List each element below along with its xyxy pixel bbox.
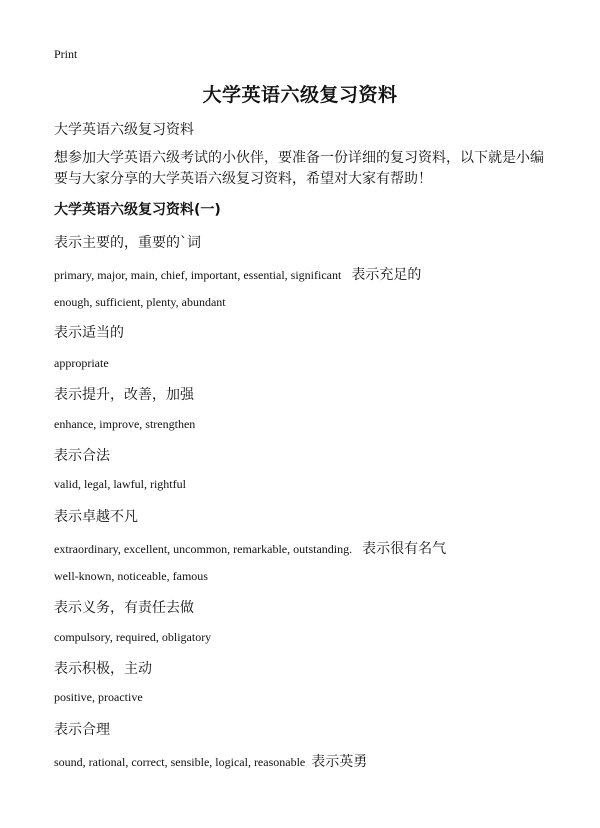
vocab-words: enhance, improve, strengthen [54, 417, 196, 431]
print-label[interactable]: Print [54, 47, 78, 61]
vocab-words: valid, legal, lawful, rightful [54, 477, 186, 491]
vocab-words: well-known, noticeable, famous [54, 569, 208, 583]
vocab-category: 表示提升，改善，加强 [54, 387, 194, 403]
vocab-category: 表示卓越不凡 [54, 509, 138, 525]
vocab-category: 表示主要的，重要的`词 [54, 235, 201, 251]
vocab-words [54, 751, 367, 771]
vocab-words: compulsory, required, obligatory [54, 630, 212, 644]
vocab-words-text: primary, major, main, chief, important, essential, significant [54, 268, 342, 282]
vocab-category: 表示义务，有责任去做 [54, 600, 194, 616]
vocab-words [54, 538, 446, 558]
vocab-words: positive, proactive [54, 690, 143, 704]
document-subtitle: 大学英语六级复习资料 [54, 122, 194, 138]
vocab-category-inline: 表示英勇 [311, 754, 368, 770]
vocab-category: 表示合法 [54, 448, 110, 464]
vocab-words: appropriate [54, 356, 109, 370]
vocab-category: 表示合理 [54, 722, 110, 738]
section-heading: 大学英语六级复习资料(一) [54, 202, 221, 218]
vocab-words [54, 264, 421, 284]
vocab-category-inline: 表示充足的 [351, 267, 422, 283]
vocab-category-inline: 表示很有名气 [362, 541, 447, 557]
vocab-words-text: extraordinary, excellent, uncommon, remarkable, outstanding. [54, 542, 353, 556]
vocab-words-text: sound, rational, correct, sensible, logical, reasonable [54, 755, 306, 769]
vocab-words: enough, sufficient, plenty, abundant [54, 295, 226, 309]
vocab-category: 表示积极，主动 [54, 661, 152, 677]
vocab-category: 表示适当的 [54, 325, 124, 341]
intro-paragraph: 想参加大学英语六级考试的小伙伴，要准备一份详细的复习资料，以下就是小编要与大家分享的大学英语六级复习资料，希望对大家有帮助！ [54, 150, 544, 187]
page-title: 大学英语六级复习资料 [202, 84, 398, 106]
